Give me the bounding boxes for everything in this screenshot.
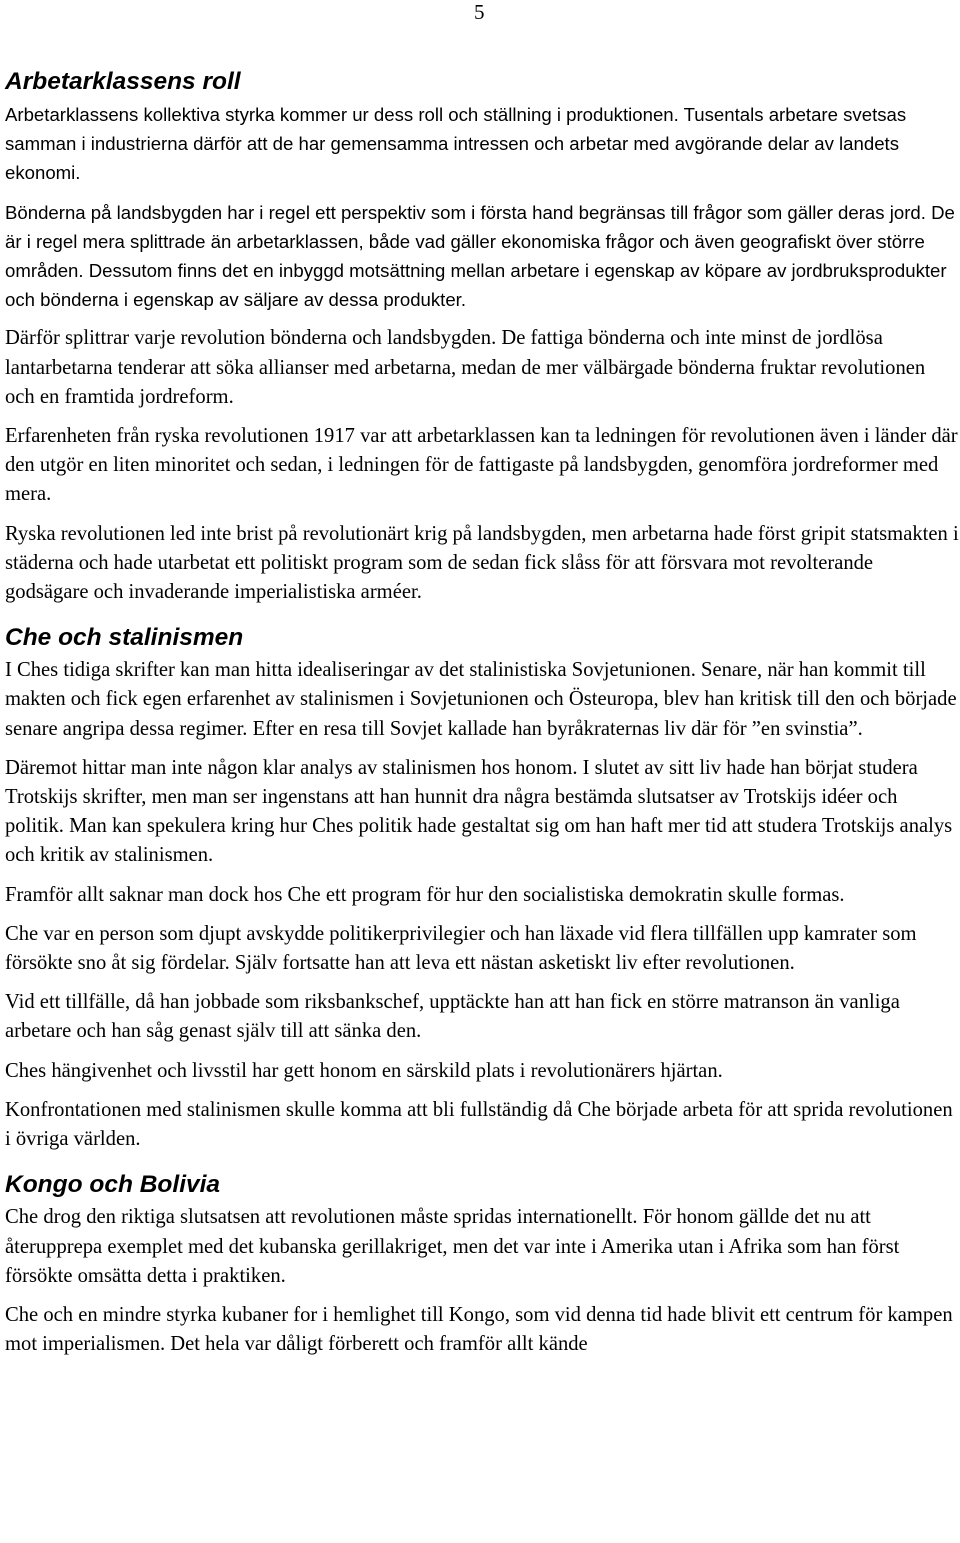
section-arbetarklassens-roll [5, 64, 959, 607]
paragraph: Che var en person som djupt avskydde politikerprivilegier och han läxade vid flera tillfällen upp kamrater som försökte sno åt sig fördelar. Själv fortsatte han att leva ett nästan asketiskt liv efter revolutionen. [5, 922, 917, 975]
section-heading: Kongo och Bolivia [5, 1171, 221, 1199]
paragraph: Bönderna på landsbygden har i regel ett perspektiv som i första hand begränsas till frågor som gäller deras jord. De är i regel mera splittrade än arbetarklassen, både vad gäller ekonomiska frågor och även geografiskt över större områden. Dessutom finns det en inbyggd motsättning mellan arbetare i egenskap av köpare av jordbruksprodukter och bönderna i egenskap av säljare av dessa produkter. [5, 201, 955, 311]
section-che-och-stalinismen [5, 620, 959, 1154]
paragraph: Che drog den riktiga slutsatsen att revolutionen måste spridas internationellt. För honom gällde det nu att återupprepa exemplet med det kubanska gerillakriget, men det var inte i Amerika utan i Afrika som han först försökte omsätta detta i praktiken. [5, 1206, 900, 1287]
section-heading: Che och stalinismen [5, 624, 244, 652]
paragraph: Ches hängivenhet och livsstil har gett honom en särskild plats i revolutionärers hjärtan. [5, 1059, 723, 1082]
paragraph: Vid ett tillfälle, då han jobbade som riksbankschef, upptäckte han att han fick en större matranson än vanliga arbetare och han såg genast själv till att sänka den. [5, 991, 900, 1043]
paragraph: Därför splittrar varje revolution bönderna och landsbygden. De fattiga bönderna och inte minst de jordlösa lantarbetarna tenderar att söka allianser med arbetarna, medan de mer välbärgade bönderna fruktar revolutionen och en framtida jordreform. [5, 327, 926, 408]
paragraph: Däremot hittar man inte någon klar analys av stalinismen hos honom. I slutet av sitt liv hade han börjat studera Trotskijs skrifter, men man ser ingenstans att han hunnit dra några bestämda slutsatser av Trotskijs idéer och politik. Man kan spekulera kring hur Ches politik hade gestaltat sig om han haft mer tid att studera Trotskijs analys och kritik av stalinismen. [5, 756, 953, 867]
paragraph: Ryska revolutionen led inte brist på revolutionärt krig på landsbygden, men arbetarna hade först gripit statsmakten i städerna och hade utarbetat ett politiskt program som de sedan fick slåss för att försvara mot revolterande godsägare och invaderande imperialistiska arméer. [5, 522, 959, 604]
paragraph: Erfarenheten från ryska revolutionen 1917 var att arbetarklassen kan ta ledningen för revolutionen även i länder där den utgör en liten minoritet och sedan, i ledningen för de fattigaste på landsbygden, genomföra jordreformer med mera. [5, 425, 958, 506]
section-heading: Arbetarklassens roll [5, 68, 241, 95]
paragraph: Arbetarklassens kollektiva styrka kommer ur dess roll och ställning i produktionen. Tusentals arbetare svetsas samman i industrierna därför att de har gemensamma intressen och arbetar med avgörande delar av landets ekonomi. [5, 104, 907, 184]
paragraph: I Ches tidiga skrifter kan man hitta idealiseringar av det stalinistiska Sovjetunionen. Senare, när han kommit till makten och fick egen erfarenhet av stalinismen i Sovjetunionen och Östeuropa, blev han kritisk till den och började senare angripa dessa regimer. Efter en resa till Sovjet kallade han byråkraternas liv där för ”en svinstia”. [5, 659, 957, 740]
paragraph: Che och en mindre styrka kubaner for i hemlighet till Kongo, som vid denna tid hade blivit ett centrum för kampen mot imperialismen. Det hela var dåligt förberett och framför allt kände [5, 1303, 953, 1356]
paragraph: Konfrontationen med stalinismen skulle komma att bli fullständig då Che började arbeta för att sprida revolutionen i övriga världen. [5, 1098, 953, 1151]
section-kongo-och-bolivia [5, 1167, 959, 1359]
page-number: 5 [474, 0, 485, 24]
document-body [5, 64, 959, 1369]
paragraph: Framför allt saknar man dock hos Che ett program för hur den socialistiska demokratin skulle formas. [5, 883, 845, 906]
